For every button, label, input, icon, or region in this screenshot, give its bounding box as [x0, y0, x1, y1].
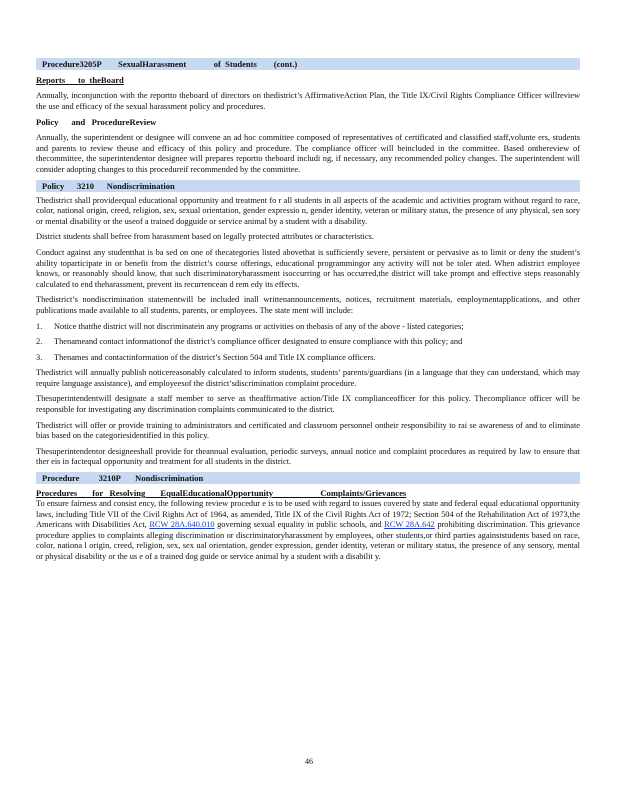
nondiscrimination-paragraph-1: Thedistrict shall provideequal educational opportunity and treatment fo r all students in all aspects of the academic and activities program without regard to race, color, national origin, creed, religion, sex, sexual orientation, gender expressio n, gender identity, veteran or military status, the presence of any physical, sen sory or mental disability or the useof a trained dogguide or service animal by a student with a disability. — [36, 195, 580, 226]
reports-heading: Reports to theBoard — [36, 75, 124, 85]
policy-3210-bar: Policy 3210 Nondiscrimination — [36, 180, 580, 192]
statement-list — [36, 322, 580, 364]
nondiscrimination-paragraph-5: Thedistrict will annually publish noticereasonably calculated to inform students, students’ parents/guardians (in a language that they can understand, which may require language assistance), and employeesof the district’sdiscrimination complaint procedure. — [36, 368, 580, 388]
procedure-3210p-bar: Procedure 3210P Nondiscrimination — [36, 472, 580, 484]
grievance-paragraph: To ensure fairness and consist ency, the following review procedur e is to be used with regard to issues covered by state and federal equal educational opportunity laws, including Title VII of the Civil Rights Act of 1964, as amended, Title IX of the Civil Rights Act of 1972; Section 504 of the Rehabilitation Act of 1973,the Americans with Disabilities Act, RCW 28A.640.010 governing sexual equality in public schools, and RCW 28A.642 prohibiting discrimination. This grievance procedure applies to complaints alleging discrimination or discriminatoryharassment by employees, other students,or third parties againststudents based on race, color, nationa l origin, creed, religion, sex, sex ual orientation, gender expression, gender identity, veteran or military status, the presence of any sensory, mental or physical disability or the us e of a trained dog guide or service animal by a student with a disabilit y. — [36, 499, 580, 561]
nondiscrimination-paragraph-7: Thedistrict will offer or provide training to administrators and certificated and classroom personnel ontheir responsibility to rai se awareness of and to eliminate bias based on the categoriesidentified in this policy. — [36, 420, 580, 441]
document-page — [36, 58, 580, 563]
list-item: 2. Thenameand contact informationof the district’s compliance officer designated to ensure compliance with this policy; and — [36, 337, 463, 347]
section-header-bar: Procedure3205P SexualHarassment of Students (cont.) — [36, 58, 580, 70]
nondiscrimination-paragraph-8: Thesuperintendentor designeeshall provide for theannual evaluation, periodic surveys, annual notice and complaint procedures as required by law to ensure that ther eis in factequal opportunity and treatment for all students in the district. — [36, 446, 580, 467]
nondiscrimination-paragraph-4: Thedistrict’s nondiscrimination statementwill be included inall writtenannouncements, notices, recruitment materials, employmentapplications, and other publications made available to all students, parents, or employees. The state ment will include: — [36, 295, 580, 315]
procedures-heading: Procedures for Resolving EqualEducationalOpportunity Complaints/Grievances — [36, 488, 407, 499]
policy-review-heading: Policy and ProcedureReview — [36, 117, 157, 128]
rcw-28a-642-link[interactable]: RCW 28A.642 — [384, 520, 435, 530]
page-number: 46 — [305, 757, 313, 766]
reports-paragraph: Annually, inconjunction with the reportto theboard of directors on thedistrict’s AffirmativeAction Plan, the Title IX/Civil Rights Compliance Officer willreview the use and efficacy of the sexual harassment policy and procedures. — [36, 91, 580, 111]
policy-review-paragraph: Annually, the superintendent or designee will convene an ad hoc committee composed of representatives of certificated and classified staff,volunte ers, students and parents to review theuse and efficacy of this policy and procedure. The compliance officer will beincluded in the committee. Based onthereview of thecommittee, the superintendentor designee will prepares reportto theboard includi ng, if necessary, any recommended policy changes. The superintendent will consider adopting changes to this procedureif recommended by the committee. — [36, 133, 580, 174]
nondiscrimination-paragraph-6: Thesuperintendentwill designate a staff member to serve as theaffirmative action/Title IX complianceofficer for this policy. Thecompliance officer will be responsible for investigating any discrimination complaints communicated to the district. — [36, 394, 580, 415]
list-item: 1. Notice thatthe district will not discriminatein any programs or activities on thebasis of any of the above - listed categories; — [36, 321, 464, 331]
rcw-28a-640-010-link[interactable]: RCW 28A.640.010 — [149, 520, 215, 530]
list-item: 3. Thenames and contactinformation of the district’s Section 504 and Title IX compliance officers. — [36, 352, 376, 362]
nondiscrimination-paragraph-2: District students shall befree from harassment based on legally protected attributes or characteristics. — [36, 232, 374, 242]
nondiscrimination-paragraph-3: Conduct against any studentthat is ba sed on one of thecategories listed abovethat is sufficiently severe, persistent or pervasive as to limit or deny the student’s ability toparticipate in or benefit from the district’s course offerings, educational programmingor any activity will not be toler ated. When adistrict employee knows, or reasonably should know, that such discriminatoryharassment isoccurring or has occurred,the district will take prompt and effective steps reasonably calculated to end theharassment, prevent its recurrencean d rem edy its effects. — [36, 247, 580, 289]
